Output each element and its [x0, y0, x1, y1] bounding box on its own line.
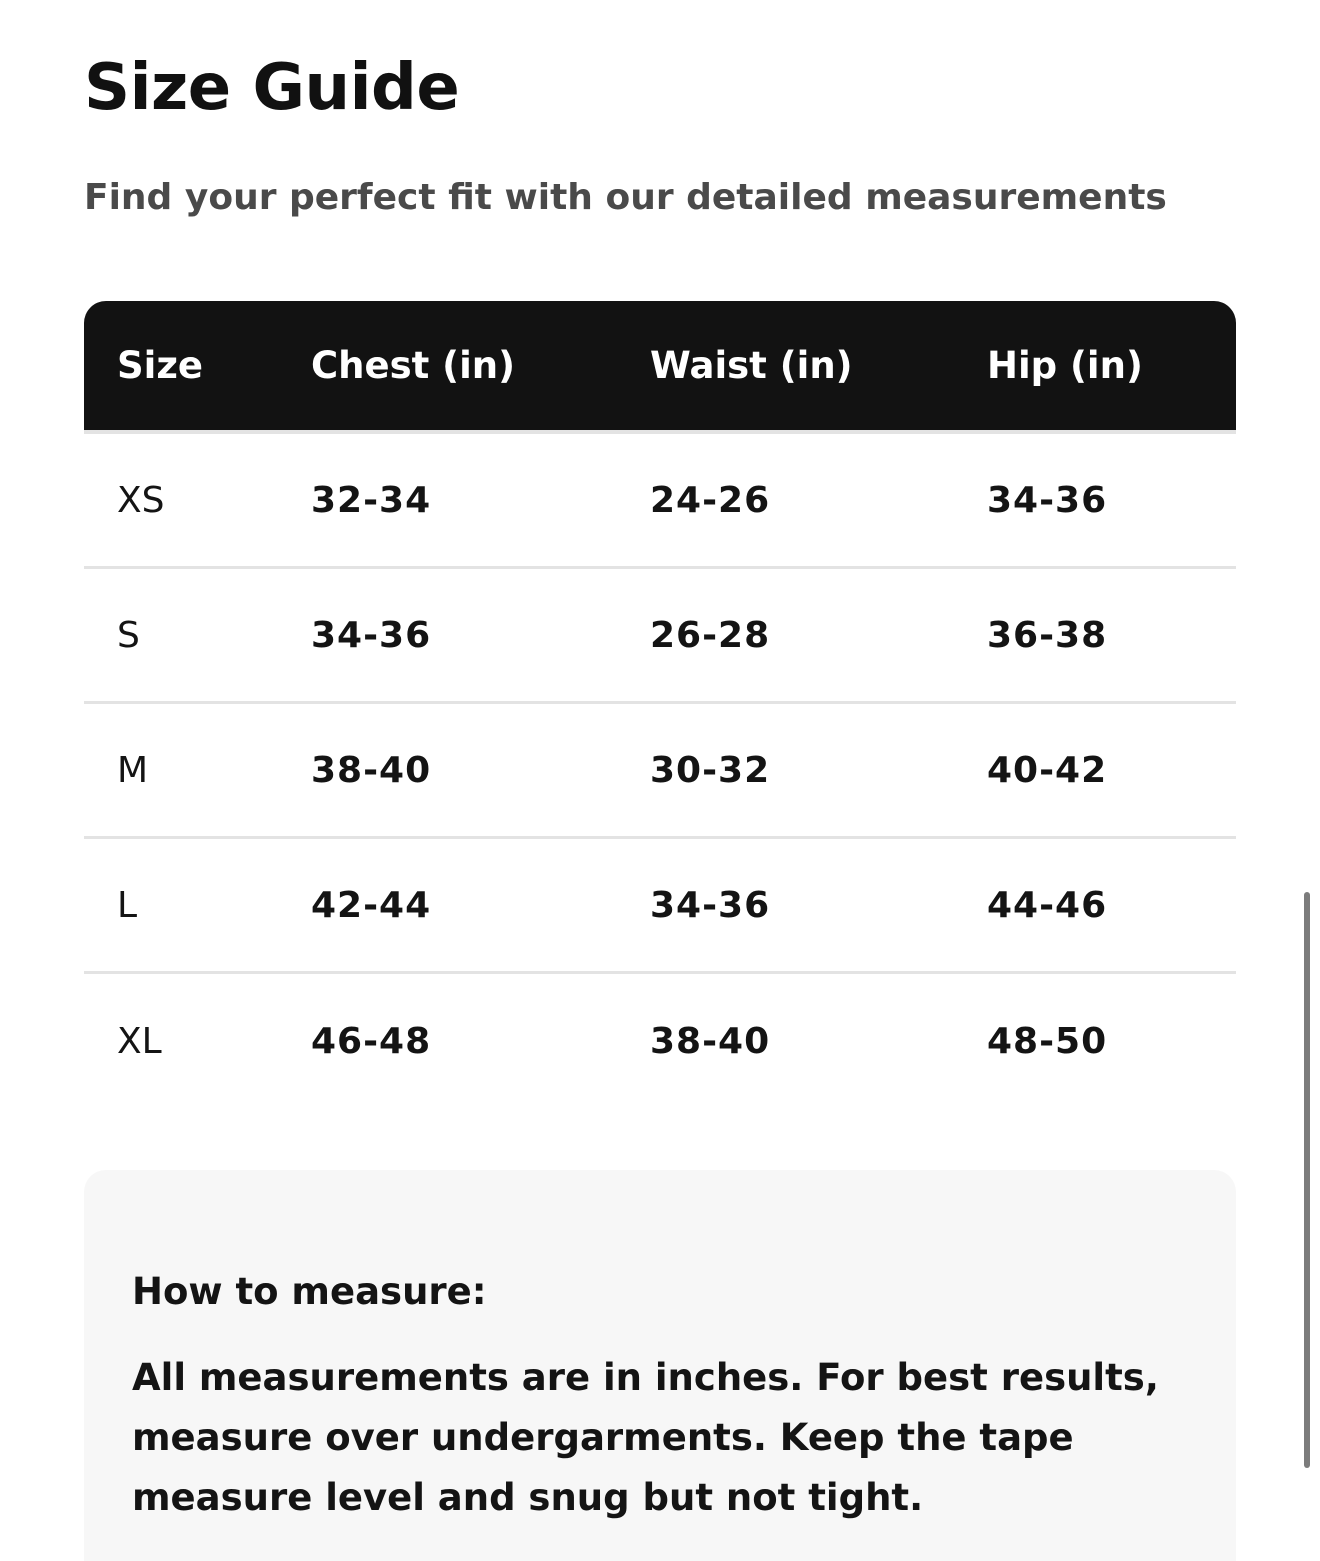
table-row: [84, 434, 1236, 569]
hip-cell: 44-46: [987, 884, 1108, 926]
size-cell: L: [117, 884, 138, 926]
size-cell: M: [117, 749, 149, 791]
measure-text: All measurements are in inches. For best results, measure over undergarments. Keep the tape measure level and snug but not tight.: [132, 1356, 1159, 1519]
waist-cell: 30-32: [650, 749, 771, 791]
chest-cell: 32-34: [311, 479, 432, 521]
header-size: Size: [117, 344, 203, 387]
hip-cell: 36-38: [987, 614, 1108, 656]
size-table: [84, 301, 1236, 1109]
scrollbar[interactable]: [1304, 892, 1312, 1468]
chest-cell: 46-48: [311, 1021, 432, 1062]
measure-title: How to measure:: [132, 1270, 487, 1313]
table-row: [84, 974, 1236, 1109]
chest-cell: 34-36: [311, 614, 432, 656]
waist-cell: 26-28: [650, 614, 771, 656]
table-row: [84, 569, 1236, 704]
waist-cell: 24-26: [650, 479, 771, 521]
table-header: [84, 301, 1236, 434]
chest-cell: 38-40: [311, 749, 432, 791]
scrollbar-thumb[interactable]: [1304, 892, 1310, 1468]
page-subtitle: Find your perfect fit with our detailed measurements: [84, 177, 1167, 218]
table-row: [84, 704, 1236, 839]
size-cell: XL: [117, 1021, 162, 1062]
header-hip: Hip (in): [987, 344, 1143, 387]
header-chest: Chest (in): [311, 344, 516, 387]
size-cell: S: [117, 614, 140, 656]
size-cell: XS: [117, 479, 165, 521]
hip-cell: 34-36: [987, 479, 1108, 521]
hip-cell: 40-42: [987, 749, 1108, 791]
measure-instructions-box: [84, 1170, 1236, 1561]
page-title: Size Guide: [84, 51, 460, 125]
hip-cell: 48-50: [987, 1021, 1108, 1062]
chest-cell: 42-44: [311, 884, 432, 926]
waist-cell: 34-36: [650, 884, 771, 926]
waist-cell: 38-40: [650, 1021, 771, 1062]
table-row: [84, 839, 1236, 974]
header-waist: Waist (in): [650, 344, 853, 387]
